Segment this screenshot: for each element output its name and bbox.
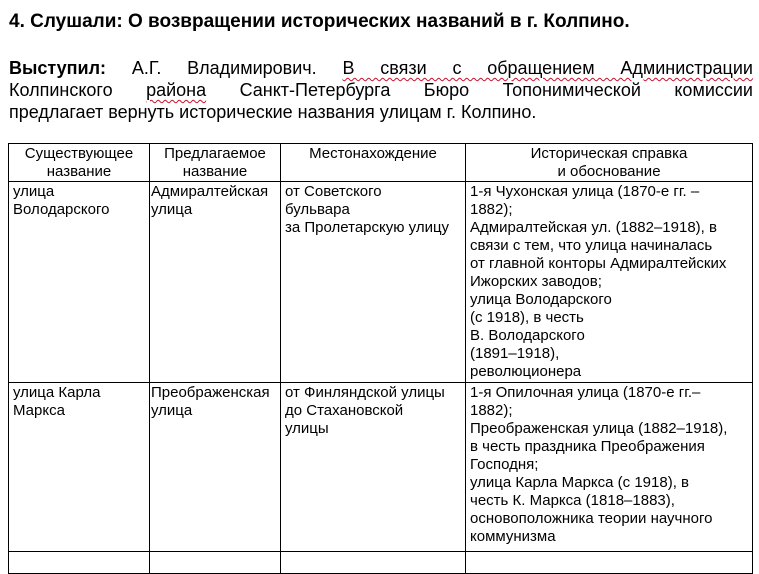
cell-text-line: Адмиралтейская [151, 183, 269, 200]
cell-text-line: Господня; [470, 456, 539, 473]
cell-empty [466, 552, 753, 574]
cell-empty [9, 552, 150, 574]
cell-text-line: улица Карла [13, 384, 101, 401]
cell-text-line: Историческая справка [530, 145, 688, 162]
cell-proposed-name [150, 182, 281, 383]
cell-text-line: В. Володарского [470, 327, 585, 344]
cell-text-line: связи с тем, что улица начиналась [470, 237, 713, 254]
cell-text-line: Маркса [13, 402, 65, 419]
cell-text-line: до Стахановской [285, 402, 404, 419]
paragraph-line-3: предлагает вернуть исторические названия улицам г. Колпино. [9, 102, 537, 122]
cell-text-line: улица [151, 402, 193, 419]
cell-text-line: Адмиралтейская ул. (1882–1918), в [470, 219, 717, 236]
paragraph-line-2 [9, 79, 753, 101]
speaker-name: А.Г. Владимирович. [131, 58, 317, 78]
paragraph-line-1 [9, 57, 753, 79]
header-location [281, 144, 466, 182]
cell-text-line: за Пролетарскую улицу [285, 219, 450, 236]
table-row-partial [9, 552, 753, 574]
cell-existing-name [9, 383, 150, 552]
cell-history [466, 182, 753, 383]
cell-text-line: в честь праздника Преображения [470, 438, 705, 455]
cell-text-line: Володарского [13, 201, 110, 218]
cell-text-line: улица [151, 201, 193, 218]
street-names-table [8, 143, 753, 574]
cell-text-line: 1-я Опилочная улица (1870-е гг.– [470, 384, 701, 401]
cell-text-line: коммунизма [470, 528, 556, 545]
cell-text-line: улица Володарского [470, 291, 612, 308]
cell-text-line: название [182, 163, 248, 180]
section-heading: 4. Слушали: О возвращении исторических названий в г. Колпино. [9, 11, 630, 32]
cell-text-line: 1882); [470, 402, 513, 419]
cell-text-line: (1891–1918), [470, 345, 560, 362]
cell-empty [281, 552, 466, 574]
spellcheck-underlined-word: района [146, 80, 207, 100]
cell-location [281, 383, 466, 552]
header-proposed-name [150, 144, 281, 182]
cell-text-line: Преображенская [151, 384, 270, 401]
paragraph-text: Колпинского [9, 80, 113, 100]
cell-history [466, 383, 753, 552]
cell-text-line: и обоснование [557, 163, 661, 180]
cell-text-line: Ижорских заводов; [470, 273, 602, 290]
cell-text-line: 1-я Чухонская улица (1870-е гг. – [470, 183, 700, 200]
cell-proposed-name [150, 383, 281, 552]
cell-text-line: честь К. Маркса (1818–1883), [470, 492, 675, 509]
cell-text-line: Преображенская улица (1882–1918), [470, 420, 728, 437]
table-header-row [9, 144, 753, 182]
cell-text-line: бульвара [285, 201, 350, 218]
cell-text-line: улица Карла Маркса (с 1918), в [470, 474, 689, 491]
cell-text-line: 1882); [470, 201, 513, 218]
cell-text-line: Существующее [24, 145, 134, 162]
cell-text-line: от Финляндской улицы [285, 384, 445, 401]
cell-empty [150, 552, 281, 574]
cell-text-line: основоположника теории научного [470, 510, 713, 527]
paragraph-text: Санкт-Петербурга Бюро Топонимической комиссии [239, 80, 753, 100]
cell-text-line: Предлагаемое [164, 145, 266, 162]
cell-text-line: революционера [470, 363, 582, 380]
cell-existing-name [9, 182, 150, 383]
cell-text-line: название [46, 163, 112, 180]
cell-text-line: улицы [285, 420, 329, 437]
header-existing-name [9, 144, 150, 182]
cell-text-line: (с 1918), в честь [470, 309, 584, 326]
table-row [9, 383, 753, 552]
cell-text-line: Местонахождение [309, 145, 437, 162]
cell-text-line: улица [13, 183, 55, 200]
speaker-paragraph [9, 57, 753, 123]
cell-text-line: от Советского [285, 183, 382, 200]
cell-location [281, 182, 466, 383]
table-row [9, 182, 753, 383]
header-history [466, 144, 753, 182]
spellcheck-underlined-text: В связи с обращением Администрации [342, 58, 753, 78]
cell-text-line: от главной конторы Адмиралтейских [470, 255, 727, 272]
speaker-label: Выступил: [9, 58, 107, 78]
